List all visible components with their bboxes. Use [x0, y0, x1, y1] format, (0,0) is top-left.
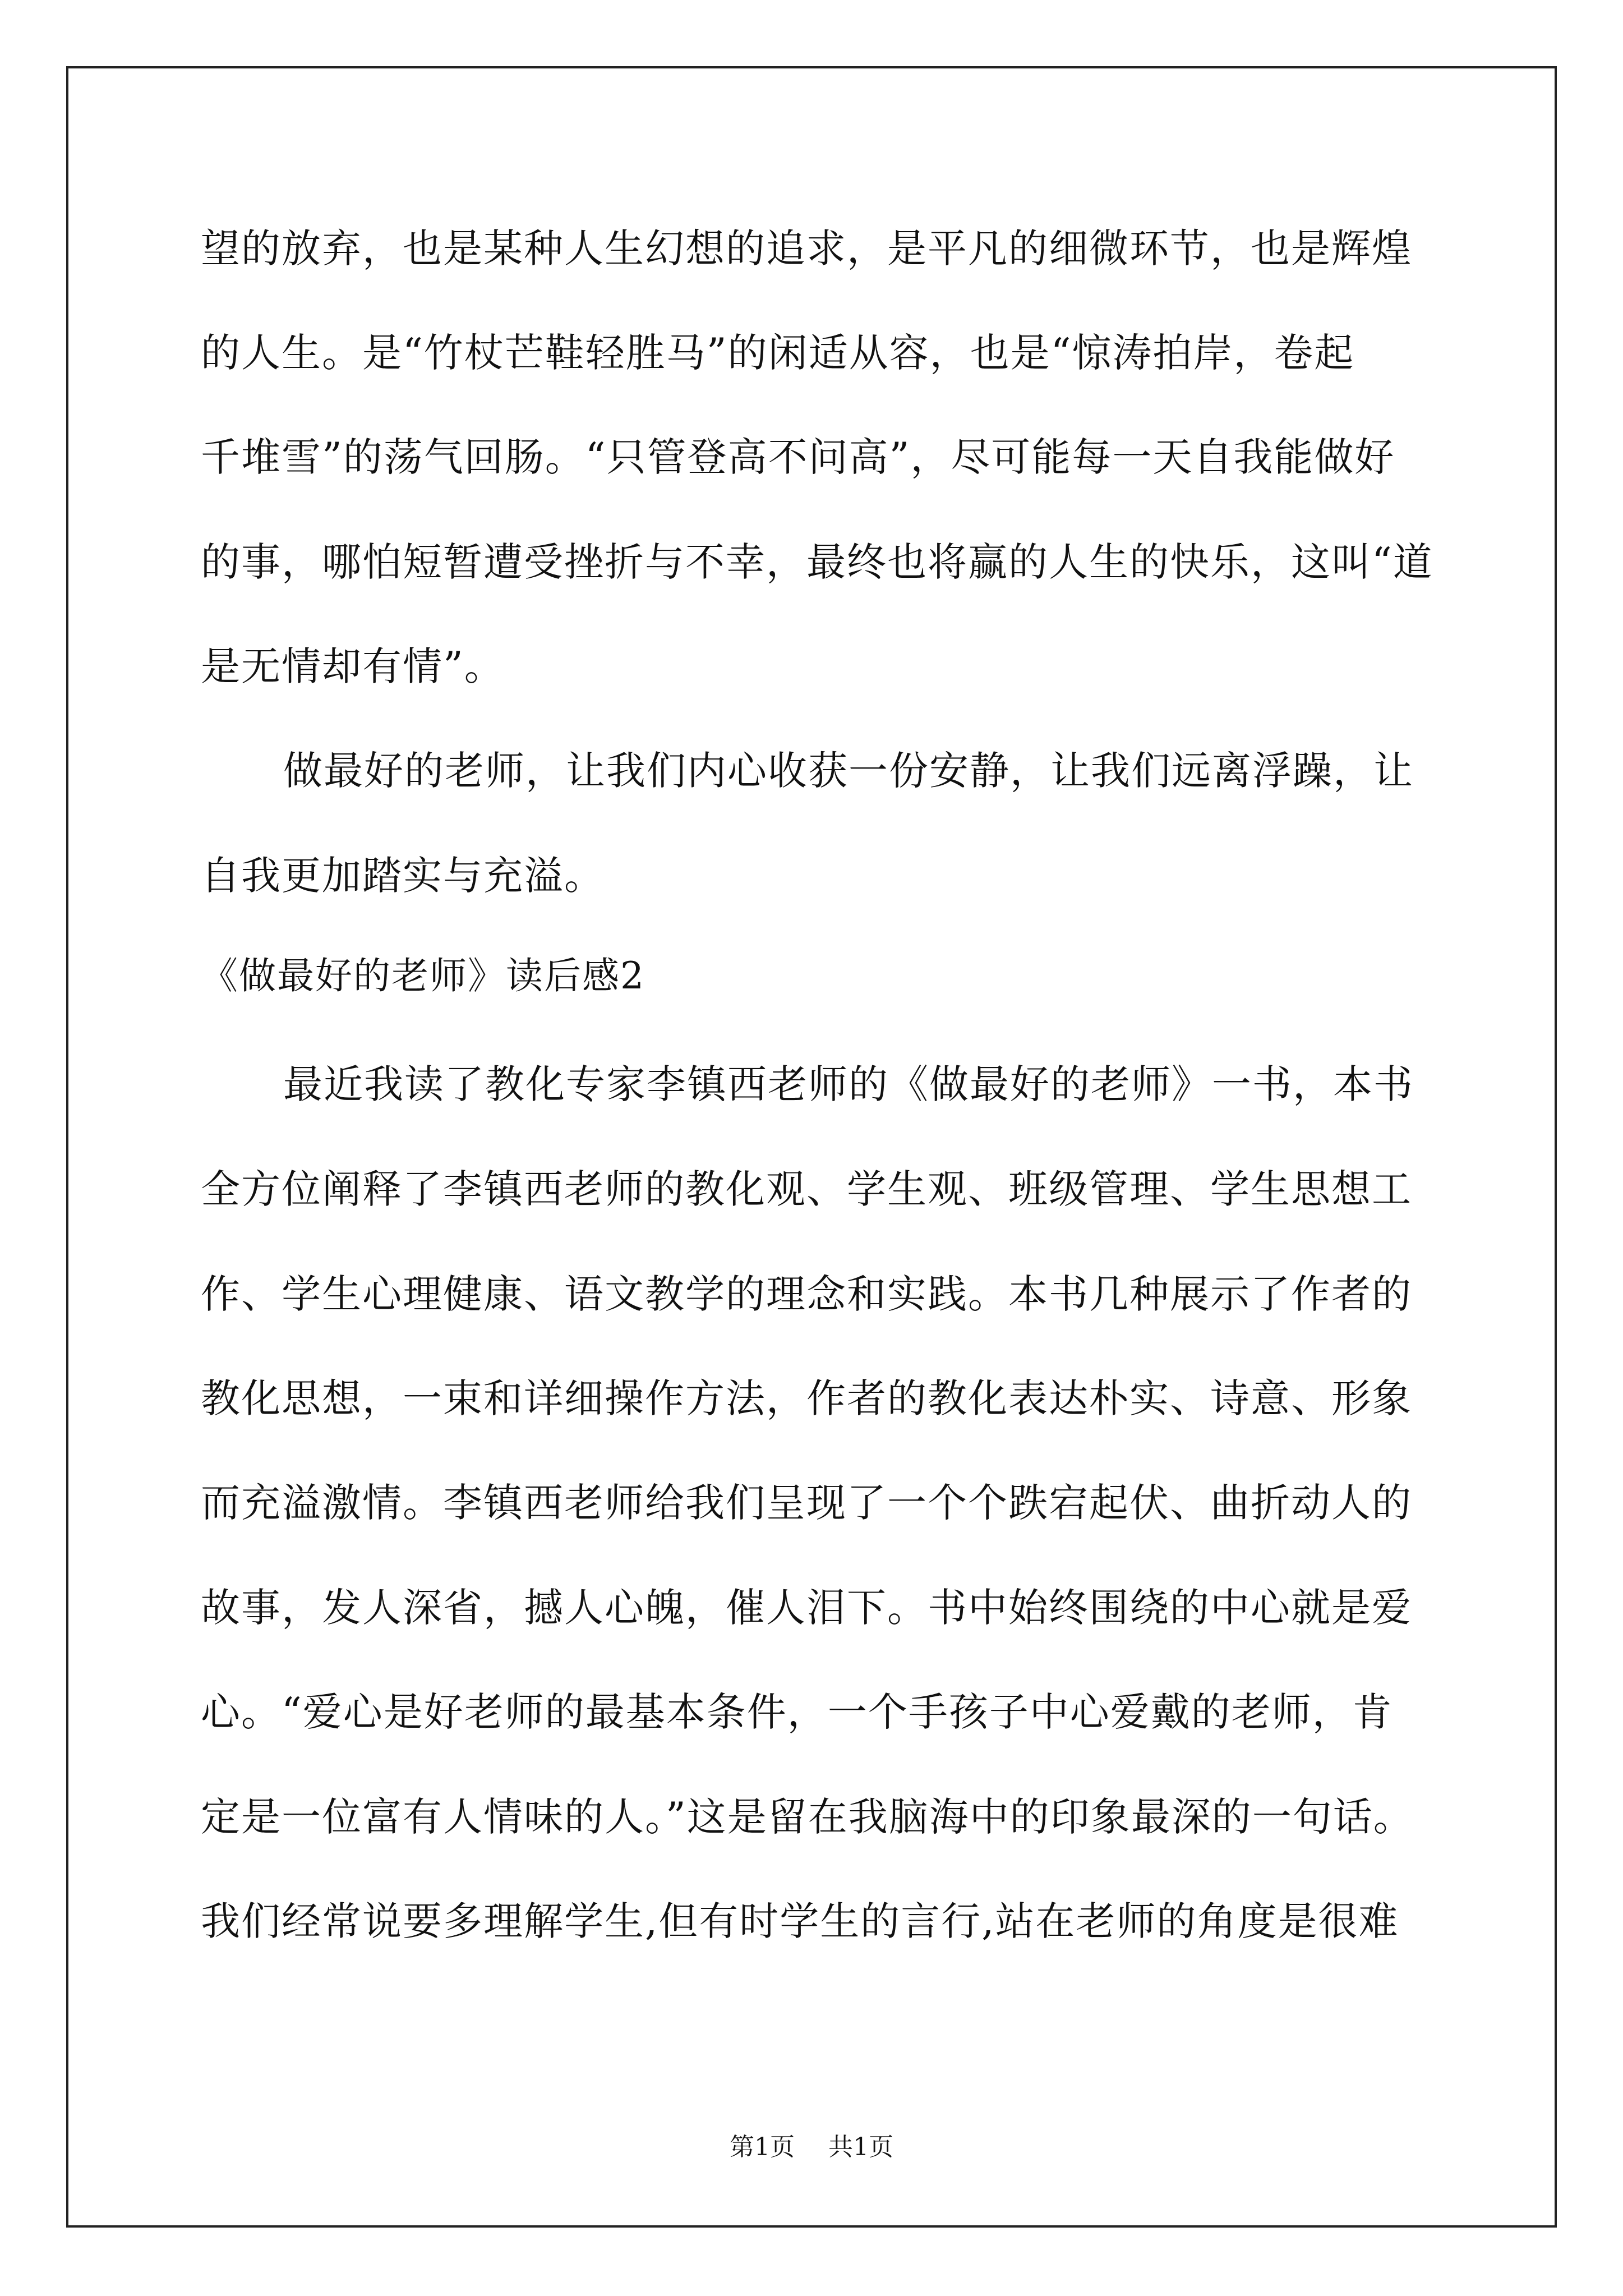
text-line: 心。“爱心是好老师的最基本条件，一个手孩子中心爱戴的老师，肯 [201, 1689, 1393, 1735]
section-heading: 《做最好的老师》读后感2 [201, 954, 645, 997]
text-line: 作、学生心理健康、语文教学的理念和实践。本书几种展示了作者的 [201, 1271, 1412, 1317]
text-line: 我们经常说要多理解学生,但有时学生的言行,站在老师的角度是很难 [201, 1898, 1399, 1944]
text-line: 定是一位富有人情味的人。”这是留在我脑海中的印象最深的一句话。 [201, 1794, 1414, 1840]
paragraph-start-line: 最近我读了教化专家李镇西老师的《做最好的老师》一书，本书 [283, 1061, 1414, 1107]
text-line: 是无情却有情”。 [201, 643, 505, 689]
page-footer [0, 2131, 1623, 2164]
page-total: 共1页 [828, 2133, 893, 2161]
text-line: 千堆雪”的荡气回肠。“只管登高不问高”，尽可能每一天自我能做好 [201, 434, 1395, 480]
paragraph-start-line: 做最好的老师，让我们内心收获一份安静，让我们远离浮躁，让 [283, 748, 1414, 794]
text-line: 全方位阐释了李镇西老师的教化观、学生观、班级管理、学生思想工 [201, 1166, 1412, 1212]
page-number: 第1页 [730, 2133, 795, 2161]
text-line: 自我更加踏实与充溢。 [201, 853, 605, 899]
text-line: 望的放弃，也是某种人生幻想的追求，是平凡的细微环节，也是辉煌 [201, 226, 1412, 272]
text-line: 的人生。是“竹杖芒鞋轻胜马”的闲适从容，也是“惊涛拍岸，卷起 [201, 330, 1355, 376]
text-line: 故事，发人深省，撼人心魄，催人泪下。书中始终围绕的中心就是爱 [201, 1585, 1412, 1631]
text-line: 的事，哪怕短暂遭受挫折与不幸，最终也将赢的人生的快乐，这叫“道 [201, 539, 1433, 585]
text-line: 而充溢激情。李镇西老师给我们呈现了一个个跌宕起伏、曲折动人的 [201, 1480, 1412, 1526]
text-line: 教化思想，一束和详细操作方法，作者的教化表达朴实、诗意、形象 [201, 1375, 1412, 1421]
